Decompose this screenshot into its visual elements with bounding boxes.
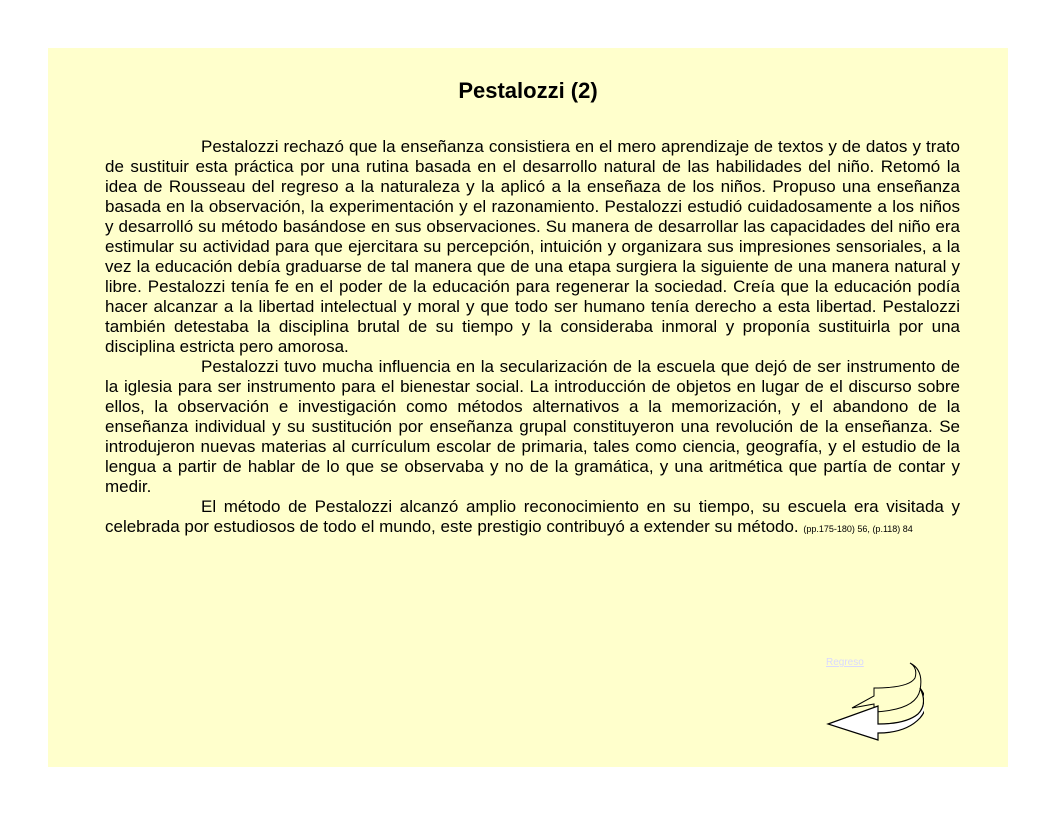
page-title: Pestalozzi (2) (458, 78, 598, 103)
regreso-link[interactable]: Regreso (826, 657, 864, 668)
slide (48, 48, 1008, 767)
body-text (105, 137, 960, 537)
reference-citation: (pp.175-180) 56, (p.118) 84 (803, 524, 913, 534)
paragraph-1: Pestalozzi rechazó que la enseñanza consistiera en el mero aprendizaje de textos y de datos y trato de sustituir esta práctica por una rutina basada en el desarrollo natural de las habilidades del niño. Retomó la idea de Rousseau del regreso a la naturaleza y la aplicó a la enseñaza de los niños. Propuso una enseñanza basada en la observación, la experimentación y el razonamiento. Pestalozzi estudió cuidadosamente a los niños y desarrolló su método basándose en sus observaciones. Su manera de desarrollar las capacidades del niño era estimular su actividad para que ejercitara su percepción, intuición y organizara sus impresiones sensoriales, a la vez la educación debía graduarse de tal manera que de una etapa surgiera la siguiente de una manera natural y libre. Pestalozzi tenía fe en el poder de la educación para regenerar la sociedad. Creía que la educación podía hacer alcanzar a la libertad intelectual y moral y que todo ser humano tenía derecho a esta libertad. Pestalozzi también detestaba la disciplina brutal de su tiempo y la consideraba inmoral y proponía sustituirla por una disciplina estricta pero amorosa. (105, 137, 960, 356)
paragraph-3 (105, 497, 960, 537)
paragraph-2: Pestalozzi tuvo mucha influencia en la secularización de la escuela que dejó de ser instrumento de la iglesia para ser instrumento para el bienestar social. La introducción de objetos en lugar de el discurso sobre ellos, la observación e investigación como métodos alternativos a la memorización, y el abandono de la enseñanza individual y su sustitución por enseñanza grupal constituyeron una revolución de la enseñanza. Se introdujeron nuevas materias al currículum escolar de primaria, tales como ciencia, geografía, y el estudio de la lengua a partir de hablar de lo que se observaba y no de la gramática, y una aritmética que partía de contar y medir. (105, 357, 960, 496)
paragraph-3-text: El método de Pestalozzi alcanzó amplio reconocimiento en su tiempo, su escuela era visitada y celebrada por estudiosos de todo el mundo, este prestigio contribuyó a extender su método. (105, 497, 960, 536)
curved-back-arrow-icon[interactable] (824, 660, 924, 744)
